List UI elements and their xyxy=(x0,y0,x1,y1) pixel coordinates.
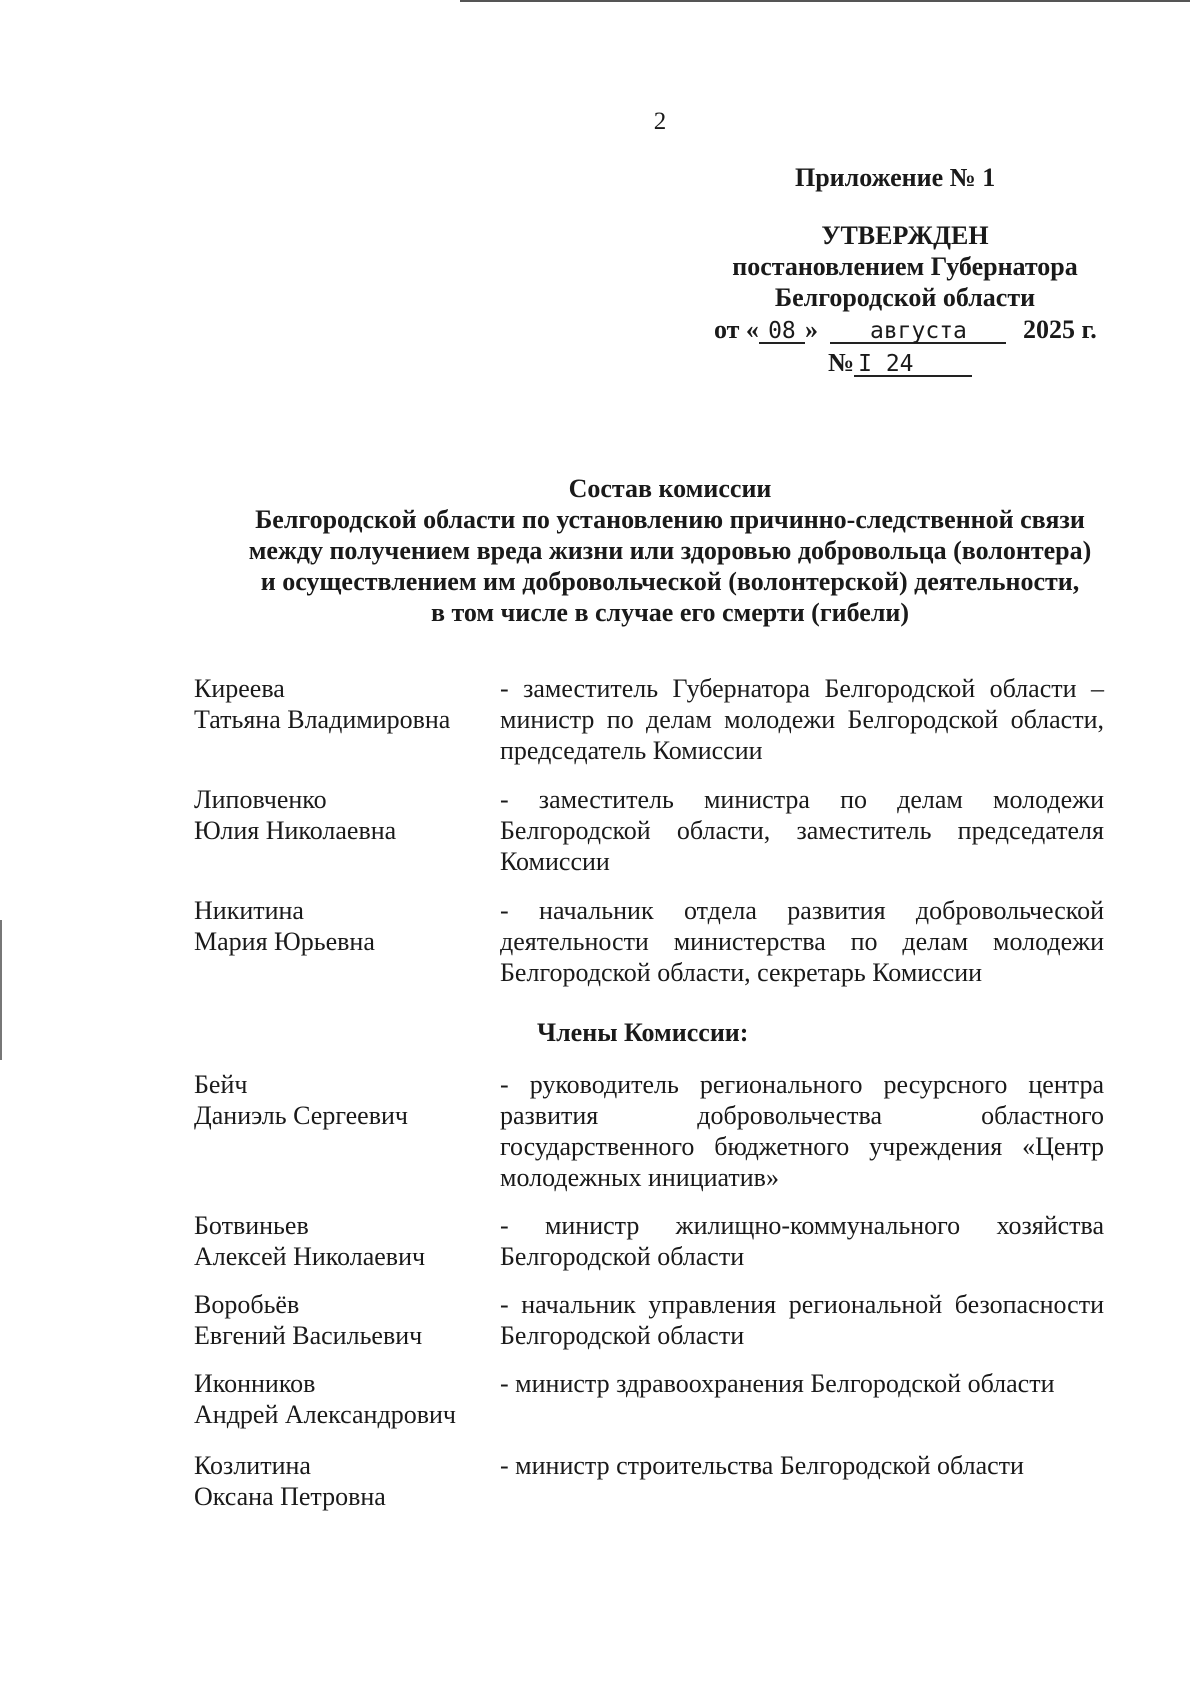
member-surname: Воробьёв xyxy=(194,1290,300,1319)
number-value: I 24 xyxy=(854,353,972,377)
date-month: августа xyxy=(830,320,1006,344)
member-name xyxy=(194,673,484,735)
approval-line-2: Белгородской области xyxy=(774,283,1036,312)
date-year: 2025 г. xyxy=(1022,315,1097,344)
member-name xyxy=(194,1450,484,1512)
member-name xyxy=(194,1210,484,1272)
member-name xyxy=(194,895,484,957)
member-name xyxy=(194,1289,484,1351)
member-role: - министр строительства Белгородской области xyxy=(500,1451,1024,1480)
approval-line-1: постановлением Губернатора xyxy=(732,252,1078,281)
approval-title: УТВЕРЖДЕН xyxy=(821,221,989,250)
member-surname: Ботвиньев xyxy=(194,1211,309,1240)
member-name xyxy=(194,1069,484,1131)
members-title: Члены Комиссии: xyxy=(537,1018,749,1047)
member-surname: Никитина xyxy=(194,896,304,925)
heading-line-3: между получением вреда жизни или здоровью добровольца (волонтера) xyxy=(248,536,1092,565)
number-prefix: № xyxy=(828,348,855,377)
heading-line-4: и осуществлением им добровольческой (волонтерской) деятельности, xyxy=(260,567,1080,596)
member-surname: Иконников xyxy=(194,1369,316,1398)
member-role: - заместитель министра по делам молодежи Белгородской области, заместитель председателя Комиссии xyxy=(500,785,1104,876)
member-surname: Киреева xyxy=(194,674,285,703)
member-surname: Бейч xyxy=(194,1070,248,1099)
heading-line-2: Белгородской области по установлению причинно-следственной связи xyxy=(255,505,1085,534)
member-given-names: Юлия Николаевна xyxy=(194,816,397,845)
member-name xyxy=(194,1368,484,1430)
member-name xyxy=(194,784,484,846)
page-number: 2 xyxy=(653,108,667,135)
member-role: - начальник отдела развития добровольческой деятельности министерства по делам молодежи Белгородской области, секретарь Комиссии xyxy=(500,896,1104,987)
appendix-label: Приложение № 1 xyxy=(795,163,996,192)
member-given-names: Даниэль Сергеевич xyxy=(194,1101,408,1130)
member-role: - руководитель регионального ресурсного центра развития добровольчества областного государственного бюджетного учреждения «Центр молодежных инициатив» xyxy=(500,1070,1104,1192)
member-given-names: Андрей Александрович xyxy=(194,1400,456,1429)
scan-edge-left xyxy=(0,920,2,1060)
scan-edge-top xyxy=(460,0,1190,2)
heading-line-5: в том числе в случае его смерти (гибели) xyxy=(430,598,910,627)
member-given-names: Оксана Петровна xyxy=(194,1482,386,1511)
member-role: - заместитель Губернатора Белгородской области – министр по делам молодежи Белгородской области, председатель Комиссии xyxy=(500,674,1104,765)
member-given-names: Татьяна Владимировна xyxy=(194,705,451,734)
approval-date xyxy=(714,315,1097,345)
date-mid: » xyxy=(804,315,818,344)
member-surname: Козлитина xyxy=(194,1451,311,1480)
approval-block xyxy=(700,220,1110,313)
member-role: - министр здравоохранения Белгородской области xyxy=(500,1369,1055,1398)
date-prefix: от « xyxy=(714,315,759,344)
heading-line-1: Состав комиссии xyxy=(568,474,772,503)
document-heading xyxy=(170,473,1170,628)
member-surname: Липовченко xyxy=(194,785,327,814)
member-given-names: Евгений Васильевич xyxy=(194,1321,423,1350)
member-role: - начальник управления региональной безопасности Белгородской области xyxy=(500,1290,1104,1350)
member-given-names: Алексей Николаевич xyxy=(194,1242,426,1271)
approval-number xyxy=(828,348,972,378)
member-role: - министр жилищно-коммунального хозяйства Белгородской области xyxy=(500,1211,1104,1271)
member-given-names: Мария Юрьевна xyxy=(194,927,375,956)
date-day: 08 xyxy=(759,320,805,344)
